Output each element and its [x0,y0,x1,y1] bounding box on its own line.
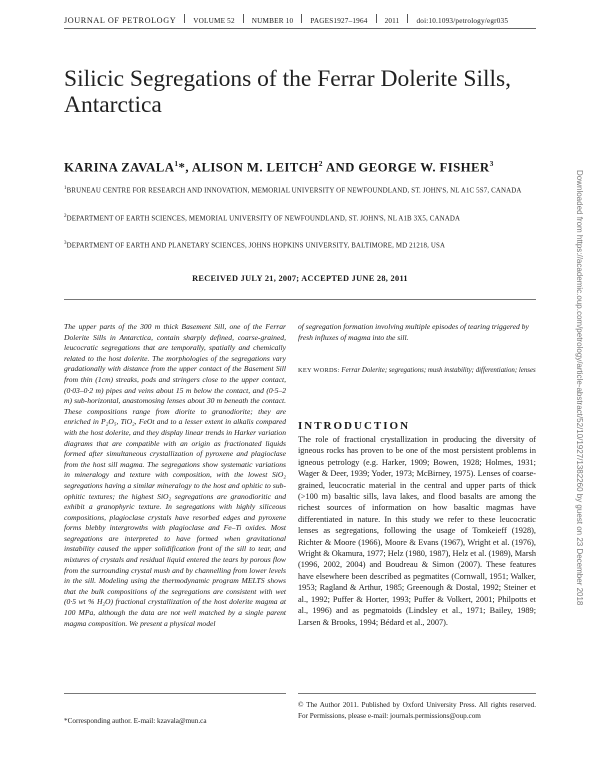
journal-volume: VOLUME 52 [193,17,235,25]
affiliation [64,182,536,198]
journal-doi[interactable]: doi:10.1093/petrology/egr035 [416,17,509,25]
author-affiliation-marker: 1 [174,159,179,168]
author-name: ALISON M. LEITCH [191,160,319,175]
affiliation-number: 3 [64,241,67,246]
affiliation [64,237,536,253]
header-divider [184,14,185,23]
author-name: KARINA ZAVALA [64,160,175,175]
received-accepted-dates: RECEIVED JULY 21, 2007; ACCEPTED JUNE 28, 2011 [192,274,408,283]
author-affiliation-marker: 3 [489,159,494,168]
header-divider [376,14,377,23]
header-divider [407,14,408,23]
introduction-text: The role of fractional crystallization in producing the diversity of igneous rocks has proven to be one of the most persistent problems in igneous petrology (e.g. Harker, 1909; Bowen, 1928; Holmes, 1931; Wager & Deer, 1939; Yoder, 1973; McBirney, 1975). Lenses of coarse-grained, leucocratic material in the central and upper parts of thick (>100 m) basaltic sills, lava lakes, and flood basalts are among the richest sources of information on how basaltic magmas have differentiated in nature. In this study we refer to these leucocratic lenses as segregations, following the usage of Tomkeieff (1928), Richter & Moore (1966), Moore & Evans (1967), Wright et al. (1976), Wright & Okamura, 1977; Helz (1980, 1987), Helz et al. (1989), Marsh (1996, 2002, 2004) and Boudreau & Simon (2007). These features have elsewhere been described as pegmatites (Cornwall, 1951; Walker, 1953; Ragland & Arthur, 1985; Greenough & Dostal, 1992; Steiner et al., 1992; Puffer & Horter, 1993; Puffer & Volkert, 2001; Philpotts et al., 1996) and as pegmatoids (Lindsley et al., 1971; Bailey, 1989; Larsen & Brooks, 1994; Bédard et al., 2007). [298,435,536,627]
affiliation-text: DEPARTMENT OF EARTH AND PLANETARY SCIENCES, JOHNS HOPKINS UNIVERSITY, BALTIMORE, MD 21218, USA [66,242,446,250]
author-affiliation-marker: 2 [318,159,323,168]
header-divider [243,14,244,23]
abstract-text: The upper parts of the 300 m thick Basement Sill, one of the Ferrar Dolerite Sills in Antarctica, contain sharply defined, coarse-grained, leucocratic segregations that are temporally, spatially and chemically related to the host dolerite. The morphologies of the segregations vary gradationally with distance from the upper contact of the Basement Sill from thin (1cm) streaks, pods and stringers close to the upper contact, (0·03–0·2 m) pipes and veins about 15 m below the contact, and (0·5–2 m) sub-horizontal, anastomosing lenses about 30 m beneath the contact. These compositions range from diorite to granodiorite; they are enriched in P₂O₅, TiO₂, FeOt and to a lesser extent in alkalis compared with the host dolerite, and they display linear trends in Harker variation diagrams that are compatible with an origin as fractionated liquids formed after simultaneous crystallization of pyroxene and plagioclase from the host sill magma. The segregations show systematic variations in mineralogy and texture with composition, with the lowest SiO₂ segregations having a similar mineralogy to the host and ophitic to sub-ophitic textures; the highest SiO₂ segregations are granodioritic and exhibit a granophyric texture. In segregations with highly siliceous compositions, plagioclase crystals have resorbed edges and pyroxene forms blebby intergrowths with plagioclase and Fe–Ti oxides. Most segregations are interpreted to have formed when gravitational instability caused the upper solidification front of the sill to tear, and mixtures of crystals and residual liquid entered the tears by porous flow from the surrounding crystal mush and by channelling from lower levels in the sill. Modeling using the thermodynamic program MELTS shows that the bulk compositions of the segregations are consistent with wet (0·5 wt % H₂O) fractional crystallization of the host dolerite magma at 100 MPa, although the data are not well matched by a single parent magma composition. We present a physical model [64,322,286,628]
affiliation-text: BRUNEAU CENTRE FOR RESEARCH AND INNOVATION, MEMORIAL UNIVERSITY OF NEWFOUNDLAND, ST. JOHN'S, NL A1C 5S7, CANADA [66,187,522,195]
section-heading-introduction: INTRODUCTION [298,420,411,432]
copyright-notice: © The Author 2011. Published by Oxford University Press. All rights reserved. For Permissions, please e-mail: journals.permissions@oup.com [298,701,536,720]
author-name: GEORGE W. FISHER [358,160,490,175]
header-divider [301,14,302,23]
corresponding-author-note: *Corresponding author. E-mail: kzavala@mun.ca [64,717,207,725]
journal-pages: PAGES1927–1964 [310,17,368,25]
affiliation-number: 1 [64,186,67,191]
journal-number: NUMBER 10 [251,17,294,25]
keywords [298,366,536,377]
abstract-continuation: of segregation formation involving multiple episodes of tearing triggered by fresh influxes of magma into the sill. [298,322,529,342]
journal-header [64,14,536,25]
keywords-list: Ferrar Dolerite; segregations; mush instability; differentiation; lenses [341,367,536,374]
article-title: Silicic Segregations of the Ferrar Dolerite Sills, Antarctica [64,66,512,118]
keywords-label: KEY WORDS: [298,367,340,374]
header-rule [64,28,536,29]
journal-name: JOURNAL OF PETROLOGY [64,16,177,25]
footnote-rule [64,693,286,694]
affiliation-number: 2 [64,214,67,219]
download-watermark: Downloaded from https://academic.oup.com/petrology/article-abstract/52/10/1927/1382260 by guest on 23 December 2018 [575,170,584,606]
author-conjunction: AND [325,160,355,175]
author-list: KARINA ZAVALA$^1$*, ALISON M. LEITCH$^2$ AND GEORGE W. FISHER$^3$ [64,159,494,175]
affiliation-text: DEPARTMENT OF EARTH SCIENCES, MEMORIAL UNIVERSITY OF NEWFOUNDLAND, ST. JOHN'S, NL A1B 3X5, CANADA [66,215,461,223]
corresponding-marker: * [178,160,186,175]
section-rule [64,299,536,300]
journal-year: 2011 [384,17,400,25]
affiliation [64,210,536,226]
footnote-rule [298,693,536,694]
